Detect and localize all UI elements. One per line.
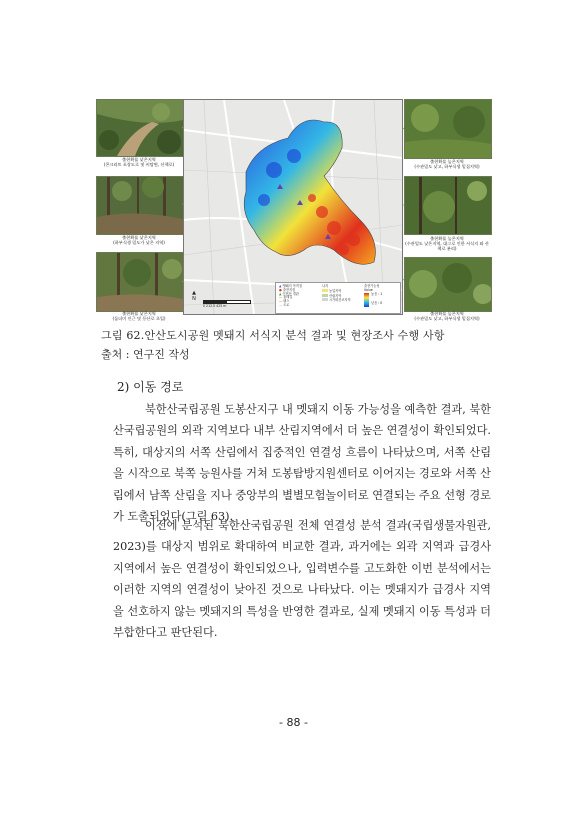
legend-col-2: 나지 농업지역 산림지역 시가화건조지역 xyxy=(322,284,351,303)
legend-col-1: ▲ 멧돼지 목격점 ● 출현지점 ▲ 인현산 경관 — 둘레길 — 펜스 — 도로 xyxy=(279,284,302,307)
photo-caption-right-1: 출현확률 높은지역 (수관밀도 낮고, 하부식생 밀집지역) xyxy=(414,159,480,170)
north-arrow-icon: ▲ N xyxy=(192,290,196,302)
photo-caption-left-2: 출현확률 낮은지역 (하부식생 밀도가 낮은 지역) xyxy=(113,235,165,246)
section-heading: 2) 이동 경로 xyxy=(117,380,184,394)
figure-caption: 그림 62.안산도시공원 멧돼지 서식지 분석 결과 및 현장조사 수행 사항 xyxy=(101,329,445,342)
paragraph-2: 이전에 분석된 북한산국립공원 전체 연결성 분석 결과(국립생물자원관, 2023)를 대상지 범위로 확대하여 비교한 결과, 과거에는 외곽 지역과 급경사 지역에서 높은 연결성이 확인되었으나, 입력변수를 고도화한 이번 분석에서는 이러한 지역의 연결성이 낮아진 것으로 나타났다. 이는 멧돼지가 급경사 지역을 선호하지 않는 멧돼지의 특성을 반영한 결과로, 실제 멧돼지 이동 특성과 더 부합한다고 판단된다. xyxy=(113,519,491,640)
page-number: - 88 - xyxy=(279,716,308,729)
figure-source: 출처 : 연구진 작성 xyxy=(101,348,190,361)
photo-caption-left-3: 출현확률 낮은지역 (돌더미 인근 및 등산로 초입) xyxy=(112,311,166,322)
photo-caption-right-3: 출현확률 높은지역 (수관밀도 낮고, 하부식생 밀집지역) xyxy=(414,311,480,322)
photo-caption-left-1: 출현확률 낮은지역 (콘크리트 포장도로 및 비탈면, 산책로) xyxy=(103,157,175,168)
map-legend xyxy=(275,282,401,314)
legend-col-3: 출현가능성 Value 높음 : 1 낮음 : 0 xyxy=(364,284,383,306)
photo-caption-right-2: 출현확률 높은지역 (수관밀도 낮은지역, 대그로 인한 서식지 와 산책로 분리) xyxy=(405,236,489,252)
map-scale: 0 212.5 425 m xyxy=(203,300,251,308)
paragraph-1: 북한산국립공원 도봉산지구 내 멧돼지 이동 가능성을 예측한 결과, 북한산국립공원의 외곽 지역보다 내부 산림지역에서 더 높은 연결성이 확인되었다. 특히, 대상지의 서쪽 산림에서 집중적인 연결성 흐름이 나타났으며, 서쪽 산림을 시작으로 북쪽 능원사를 거쳐 도봉탐방지원센터로 이어지는 경로와 서쪽 산림에서 남쪽 산림을 지나 중앙부의 별별모험놀이터로 연결되는 주요 선형 경로가 도출되었다(그림 63). xyxy=(113,403,491,524)
